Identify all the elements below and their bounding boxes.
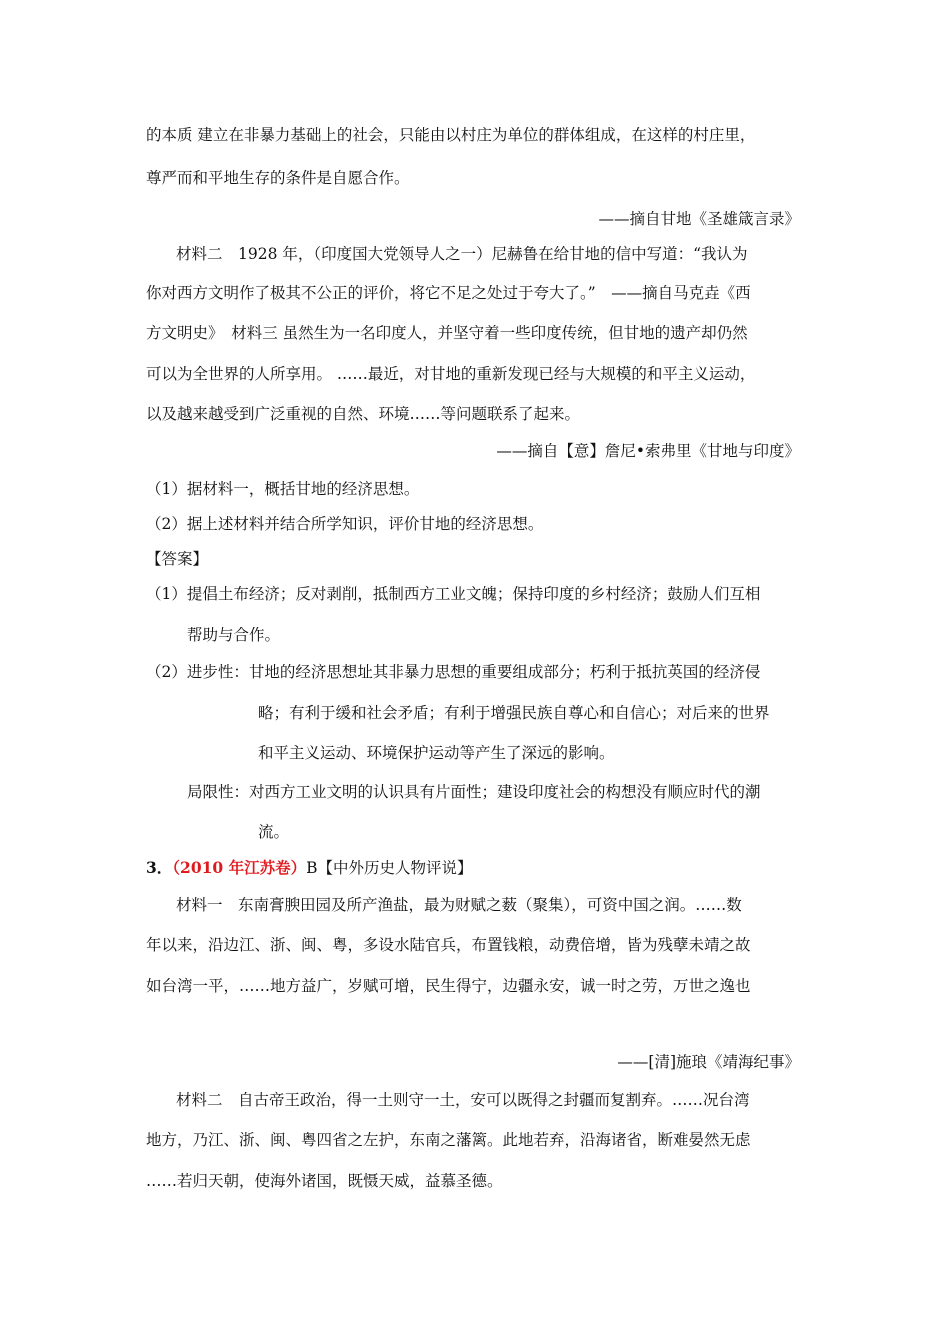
question-number: 3． [146, 858, 173, 877]
paragraph-line: 方文明史》 材料三 虽然生为一名印度人，并坚守着一些印度传统，但甘地的遗产却仍然 [146, 324, 748, 342]
paragraph-line: ……若归天朝，使海外诸国，既慑天威，益慕圣德。 [146, 1172, 503, 1190]
source-citation: ——[清]施琅《靖海纪事》 [617, 1053, 800, 1071]
answer-2-line: 和平主义运动、环境保护运动等产生了深远的影响。 [258, 744, 615, 762]
paragraph-line: 材料二 自古帝王政治，得一土则守一土，安可以既得之封疆而复割弃。……况台湾 [176, 1091, 750, 1109]
answer-1-line: 帮助与合作。 [187, 626, 281, 644]
source-citation: ——摘自甘地《圣雄箴言录》 [598, 210, 800, 228]
question-1: （1）据材料一，概括甘地的经济思想。 [146, 480, 420, 498]
answer-2-line: 略；有利于缓和社会矛盾；有利于增强民族自尊心和自信心；对后来的世界 [258, 704, 770, 722]
paragraph-line: 材料二 1928 年，（印度国大党领导人之一）尼赫鲁在给甘地的信中写道：“我认为 [176, 245, 748, 263]
question-2: （2）据上述材料并结合所学知识，评价甘地的经济思想。 [146, 515, 544, 533]
answer-limit-line: 局限性：对西方工业文明的认识具有片面性；建设印度社会的构想没有顺应时代的潮 [187, 783, 761, 801]
paragraph-line: 可以为全世界的人所享用。 ……最近，对甘地的重新发现已经与大规模的和平主义运动， [146, 365, 756, 383]
paragraph-line: 地方，乃江、浙、闽、粤四省之左护，东南之藩篱。此地若弃，沿海诸省，断难晏然无虑 [146, 1131, 751, 1149]
source-citation: ——摘自【意】詹尼•索弗里《甘地与印度》 [496, 442, 800, 460]
paragraph-line: 以及越来越受到广泛重视的自然、环境……等问题联系了起来。 [146, 405, 581, 423]
paragraph-line: 你对西方文明作了极其不公正的评价，将它不足之处过于夸大了。” ——摘自马克垚《西 [146, 284, 751, 302]
paragraph-line: 的本质 建立在非暴力基础上的社会，只能由以村庄为单位的群体组成，在这样的村庄里， [146, 126, 756, 144]
answer-2-line: （2）进步性：甘地的经济思想址其非暴力思想的重要组成部分；朽利于抵抗英国的经济侵 [146, 663, 761, 681]
question-3-header [146, 857, 473, 879]
question-category: B【中外历史人物评说】 [306, 859, 473, 877]
paragraph-line: 年以来，沿边江、浙、闽、粤，多设水陆官兵，布置钱粮，动费倍增，皆为残孽未靖之故 [146, 936, 751, 954]
exam-source-tag: （2010 年江苏卷） [172, 858, 307, 877]
paragraph-line: 材料一 东南膏腴田园及所产渔盐，最为财赋之薮（聚集），可资中国之润。……数 [176, 896, 742, 914]
paragraph-line: 如台湾一平，……地方益广，岁赋可增，民生得宁，边疆永安，诚一时之劳，万世之逸也 [146, 977, 751, 995]
answer-heading: 【答案】 [146, 550, 209, 568]
answer-limit-line: 流。 [258, 823, 290, 841]
answer-1-line: （1）提倡土布经济；反对剥削，抵制西方工业文魄；保持印度的乡村经济；鼓励人们互相 [146, 585, 761, 603]
paragraph-line: 尊严而和平地生存的条件是自愿合作。 [146, 169, 410, 187]
